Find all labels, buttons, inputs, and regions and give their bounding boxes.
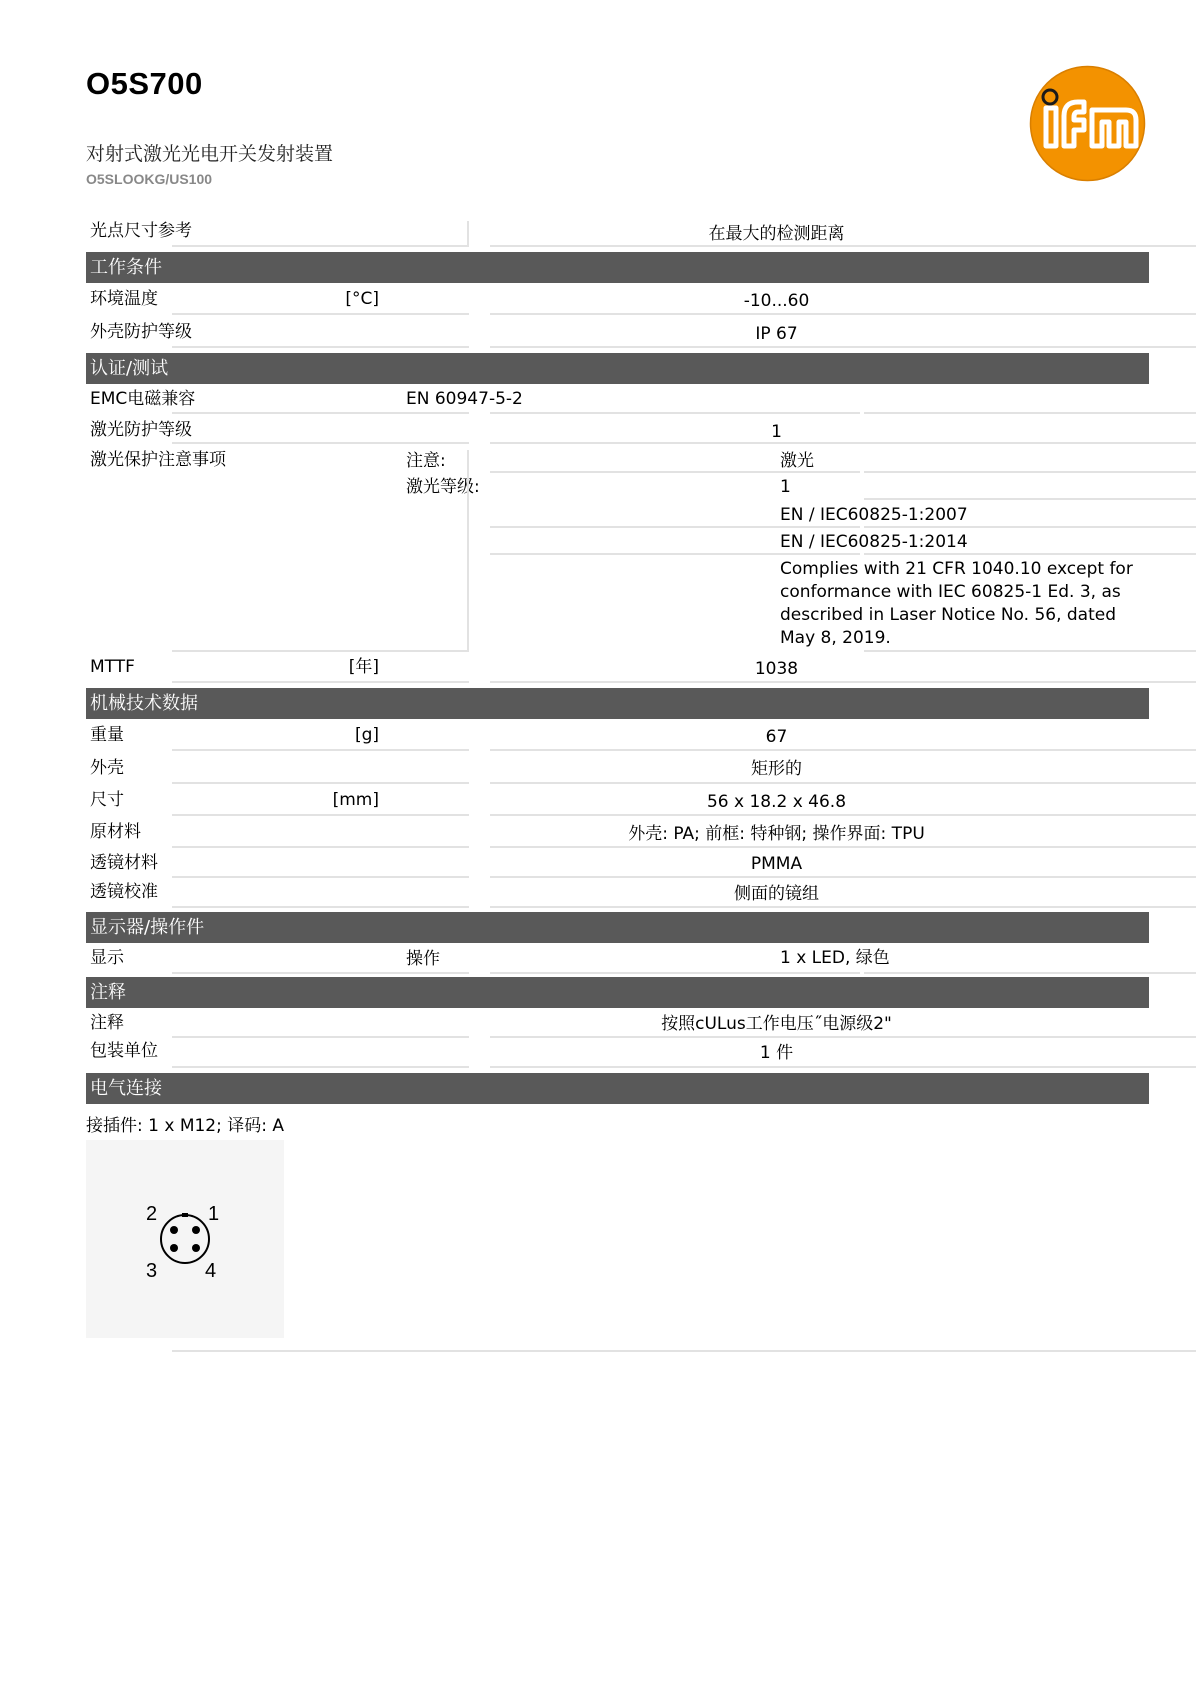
value-laser-class: 1 [771,422,782,442]
value-lens-alignment: 侧面的镜组 [734,884,819,904]
page-title: O5S700 [86,66,203,101]
pin-label-3: 3 [146,1260,158,1282]
display-key: 操作 [406,949,440,969]
connection-description: 接插件: 1 x M12; 译码: A [86,1116,285,1136]
label-weight: 重量 [90,725,124,745]
section-remarks: 注释 [86,977,1149,1008]
value-dimensions: 56 x 18.2 x 46.8 [706,792,847,812]
m12-connector-diagram [86,1140,284,1338]
label-protection: 外壳防护等级 [90,322,192,342]
section-electrical: 电气连接 [86,1073,1149,1104]
laser-notes-value-5: Complies with 21 CFR 1040.10 except for conformance with IEC 60825-1 Ed. 3, as described in Laser Notice No. 56, dated May 8, 2019. [780,559,1133,648]
unit-mttf: [年] [348,657,379,677]
label-lens-material: 透镜材料 [90,853,158,873]
label-packing: 包装单位 [90,1041,158,1061]
ifm-logo [1028,64,1147,183]
value-protection: IP 67 [755,324,798,344]
value-display: 1 x LED, 绿色 [780,948,890,968]
laser-notes-value-4: EN / IEC60825-1:2014 [780,532,968,552]
label-laser-notes: 激光保护注意事项 [90,450,226,470]
section-display: 显示器/操作件 [86,912,1149,943]
value-mttf: 1038 [754,659,799,679]
unit-dimensions: [mm] [332,790,379,810]
value-remarks: 按照cULus工作电压˝电源级2" [661,1014,892,1034]
label-ambient-temp: 环境温度 [90,289,158,309]
value-lens-material: PMMA [750,854,803,874]
section-mechanical: 机械技术数据 [86,688,1149,719]
label-emc: EMC电磁兼容 [90,389,196,409]
value-housing: 矩形的 [751,759,802,779]
label-remarks: 注释 [90,1013,124,1033]
label-laser-class: 激光防护等级 [90,420,192,440]
value-ambient-temp: -10...60 [743,291,810,311]
label-mttf: MTTF [90,657,135,677]
section-operating: 工作条件 [86,252,1149,283]
pin-label-4: 4 [205,1260,217,1282]
laser-notes-key-2: 激光等级: [406,477,480,497]
value-materials: 外壳: PA; 前框: 特种钢; 操作界面: TPU [628,824,925,844]
label-display: 显示 [90,948,124,968]
pin-label-2: 2 [146,1203,158,1225]
label-lens-alignment: 透镜校准 [90,882,158,902]
unit-ambient-temp: [°C] [345,289,379,309]
laser-notes-value-2: 1 [780,477,791,497]
section-approvals: 认证/测试 [86,353,1149,384]
product-subtitle: 对射式激光光电开关发射装置 [86,143,334,165]
product-code: O5SLOOKG/US100 [86,171,213,187]
laser-notes-value-1: 激光 [780,451,814,471]
label-spot-size: 光点尺寸参考 [90,221,192,241]
value-emc: EN 60947-5-2 [406,389,523,409]
laser-notes-key-1: 注意: [406,451,446,471]
value-weight: 67 [765,727,788,747]
value-packing: 1 件 [759,1043,794,1063]
label-materials: 原材料 [90,822,141,842]
pin-label-1: 1 [208,1203,220,1225]
laser-notes-value-3: EN / IEC60825-1:2007 [780,505,968,525]
unit-weight: [g] [354,725,379,745]
label-housing: 外壳 [90,758,124,778]
value-spot-size: 在最大的检测距离 [708,224,845,244]
label-dimensions: 尺寸 [90,790,124,810]
